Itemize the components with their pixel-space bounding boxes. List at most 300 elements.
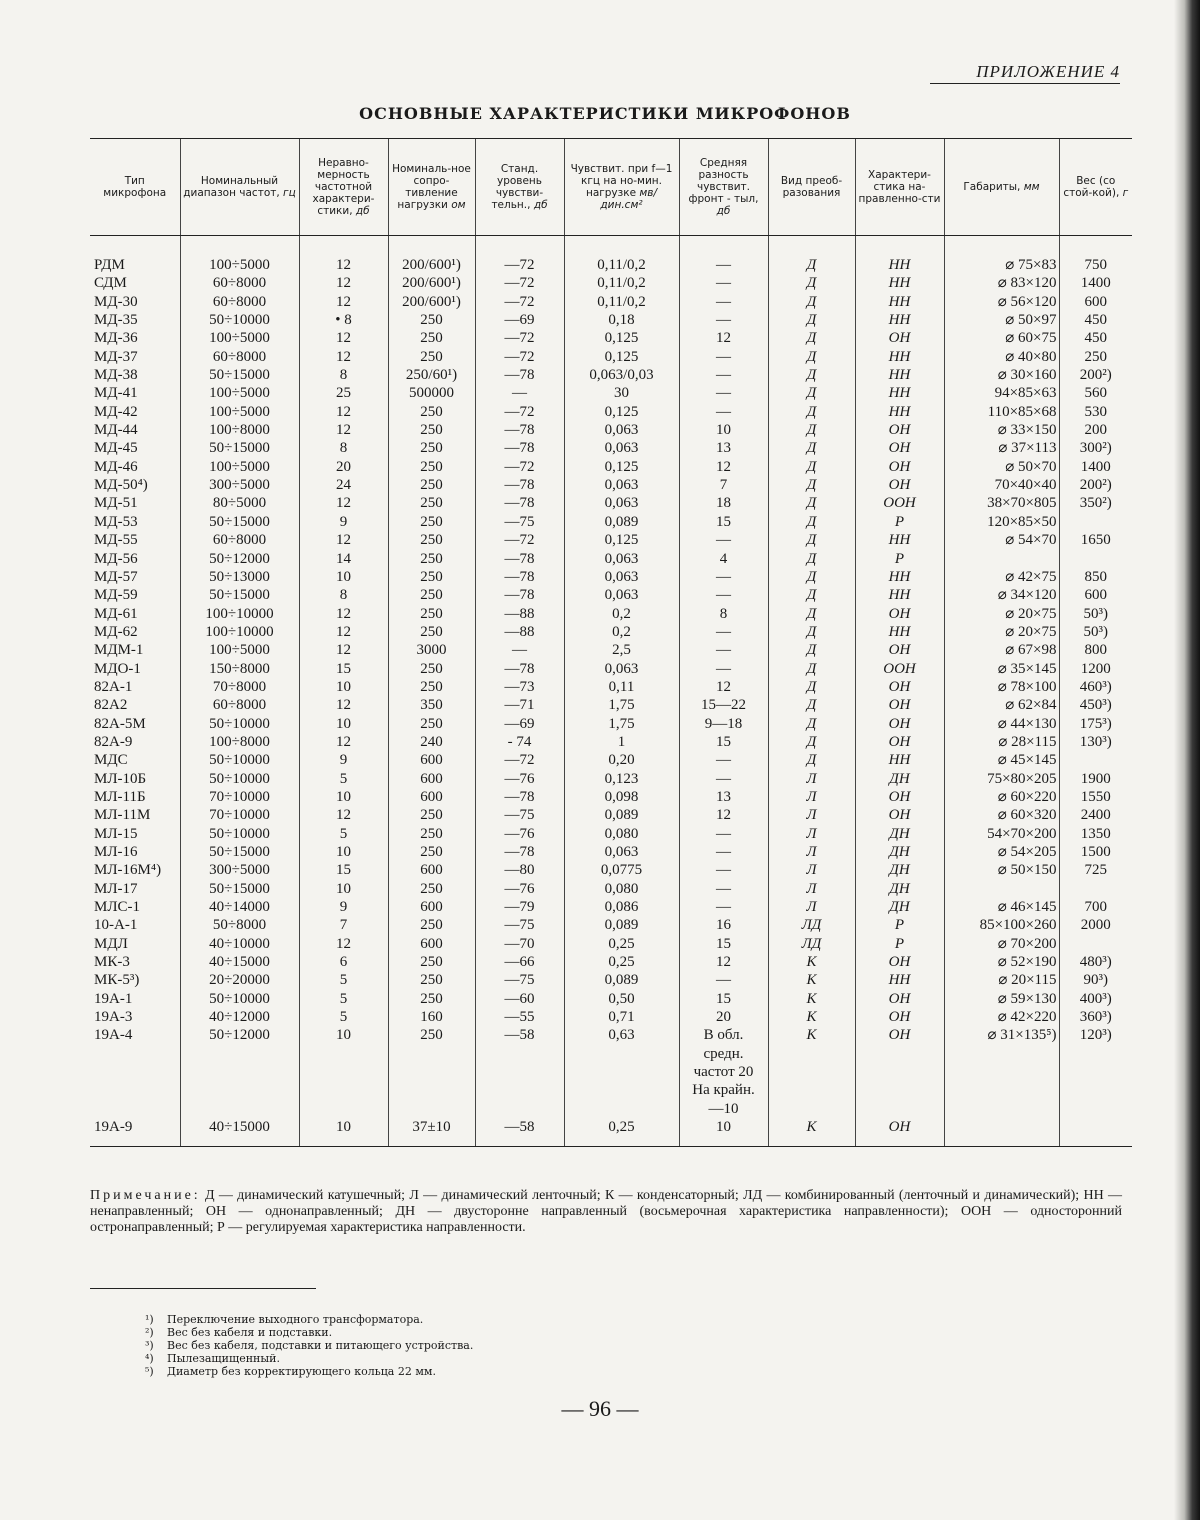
cell-difference: — — [679, 403, 768, 421]
cell-sensitivity: 0,20 — [564, 751, 679, 769]
header-type: Тип микрофона — [90, 139, 180, 236]
cell-type: МЛ-15 — [94, 825, 138, 842]
table-row — [90, 641, 1132, 659]
cell-resistance: 250 — [388, 806, 475, 824]
table-row — [90, 439, 1132, 457]
cell-dimensions: 75×80×205 — [944, 770, 1059, 788]
cell-direction: НН — [855, 403, 944, 421]
cell-unevenness: 8 — [299, 366, 388, 384]
cell-direction: ОН — [855, 421, 944, 439]
cell-unevenness: 10 — [299, 1026, 388, 1044]
cell-level: —72 — [475, 274, 564, 292]
cell-unevenness: 9 — [299, 898, 388, 916]
cell-direction: ОН — [855, 458, 944, 476]
cell-range: 80÷5000 — [180, 494, 299, 512]
cell-resistance: 250 — [388, 825, 475, 843]
cell-type: МД-56 — [94, 550, 138, 567]
cell-range: 100÷5000 — [180, 256, 299, 274]
cell-conversion: Д — [768, 311, 855, 329]
cell-direction: ДН — [855, 843, 944, 861]
cell-type: МД-36 — [94, 330, 138, 347]
cell-dimensions: ⌀ 50×150 — [944, 861, 1059, 879]
footnote-rule — [90, 1288, 316, 1289]
cell-weight: 1550 — [1059, 788, 1132, 806]
cell-dimensions: 94×85×63 — [944, 384, 1059, 402]
cell-weight — [1059, 1045, 1132, 1063]
cell-direction: ОН — [855, 641, 944, 659]
cell-sensitivity: 0,086 — [564, 898, 679, 916]
cell-dimensions: 85×100×260 — [944, 916, 1059, 934]
cell-resistance: 600 — [388, 861, 475, 879]
cell-level — [475, 1081, 564, 1099]
header-range: Номинальный диапазон частот, гц — [180, 139, 299, 236]
cell-range: 50÷12000 — [180, 550, 299, 568]
cell-weight: 250 — [1059, 348, 1132, 366]
cell-direction: НН — [855, 568, 944, 586]
cell-range: 50÷13000 — [180, 568, 299, 586]
table-row — [90, 861, 1132, 879]
cell-conversion: Д — [768, 696, 855, 714]
footnotes — [145, 1313, 845, 1378]
cell-direction: Р — [855, 935, 944, 953]
cell-unevenness: 10 — [299, 715, 388, 733]
cell-level: —78 — [475, 788, 564, 806]
cell-dimensions: ⌀ 37×113 — [944, 439, 1059, 457]
cell-direction: НН — [855, 348, 944, 366]
cell-type: МД-50⁴) — [94, 477, 148, 494]
cell-range: 100÷10000 — [180, 623, 299, 641]
table-row-continuation — [90, 1063, 1132, 1081]
cell-range: 70÷10000 — [180, 788, 299, 806]
cell-level: —78 — [475, 568, 564, 586]
cell-conversion: Л — [768, 880, 855, 898]
cell-type — [90, 1045, 180, 1063]
cell-sensitivity: 0,11/0,2 — [564, 293, 679, 311]
cell-conversion: Д — [768, 274, 855, 292]
cell-type: МД-53 — [94, 513, 138, 530]
cell-direction: ДН — [855, 861, 944, 879]
cell-difference: 12 — [679, 678, 768, 696]
cell-type: МД-45 — [94, 440, 138, 457]
cell-difference: 8 — [679, 605, 768, 623]
cell-weight: 600 — [1059, 586, 1132, 604]
cell-sensitivity: 0,089 — [564, 916, 679, 934]
table-row — [90, 531, 1132, 549]
footnote: ¹) Переключение выходного трансформатора. — [145, 1313, 424, 1326]
cell-level: —69 — [475, 715, 564, 733]
cell-sensitivity: 0,2 — [564, 623, 679, 641]
cell-conversion: Д — [768, 605, 855, 623]
footnote: ²) Вес без кабеля и подставки. — [145, 1326, 333, 1339]
cell-weight: 700 — [1059, 898, 1132, 916]
cell-unevenness: 15 — [299, 861, 388, 879]
cell-weight: 600 — [1059, 293, 1132, 311]
cell-weight: 725 — [1059, 861, 1132, 879]
cell-range: 50÷8000 — [180, 916, 299, 934]
cell-type: МД-62 — [94, 623, 138, 640]
header-sensitivity: Чувствит. при f—1 кгц на но-мин. нагрузке мв/дин.см² — [564, 139, 679, 236]
cell-weight: 800 — [1059, 641, 1132, 659]
cell-unevenness: 5 — [299, 971, 388, 989]
cell-resistance: 600 — [388, 788, 475, 806]
cell-sensitivity: 0,080 — [564, 825, 679, 843]
cell-sensitivity: 0,089 — [564, 513, 679, 531]
table-row — [90, 384, 1132, 402]
cell-level: —72 — [475, 751, 564, 769]
cell-type: МЛ-11М — [94, 807, 151, 824]
cell-level: —75 — [475, 916, 564, 934]
cell-sensitivity: 1 — [564, 733, 679, 751]
cell-resistance: 250 — [388, 513, 475, 531]
cell-dimensions: 110×85×68 — [944, 403, 1059, 421]
cell-dimensions: ⌀ 30×160 — [944, 366, 1059, 384]
cell-level: —78 — [475, 494, 564, 512]
cell-direction: ОН — [855, 329, 944, 347]
cell-weight — [1059, 880, 1132, 898]
cell-level: —69 — [475, 311, 564, 329]
cell-direction: ООН — [855, 494, 944, 512]
cell-resistance: 200/600¹) — [388, 274, 475, 292]
cell-difference: — — [679, 311, 768, 329]
cell-sensitivity: 0,11/0,2 — [564, 256, 679, 274]
cell-unevenness: 5 — [299, 1008, 388, 1026]
cell-conversion: Л — [768, 770, 855, 788]
note-label: Примечание: — [90, 1188, 201, 1203]
cell-level: - 74 — [475, 733, 564, 751]
cell-resistance: 250/60¹) — [388, 366, 475, 384]
cell-direction: НН — [855, 586, 944, 604]
table-header-row — [90, 139, 1132, 236]
cell-sensitivity: 0,063 — [564, 439, 679, 457]
table-row-continuation — [90, 1100, 1132, 1118]
cell-type: МК-3 — [94, 954, 130, 971]
cell-range: 70÷10000 — [180, 806, 299, 824]
cell-direction — [855, 1063, 944, 1081]
cell-resistance: 600 — [388, 898, 475, 916]
cell-direction: НН — [855, 293, 944, 311]
cell-resistance: 250 — [388, 990, 475, 1008]
cell-sensitivity: 0,11 — [564, 678, 679, 696]
cell-direction: ОН — [855, 715, 944, 733]
cell-level: —78 — [475, 476, 564, 494]
cell-weight — [1059, 935, 1132, 953]
cell-weight: 1350 — [1059, 825, 1132, 843]
cell-level: —72 — [475, 531, 564, 549]
cell-sensitivity: 0,11/0,2 — [564, 274, 679, 292]
cell-unevenness: 15 — [299, 660, 388, 678]
cell-unevenness: 12 — [299, 256, 388, 274]
cell-sensitivity: 0,098 — [564, 788, 679, 806]
table-row — [90, 770, 1132, 788]
cell-difference: — — [679, 568, 768, 586]
cell-unevenness: 8 — [299, 439, 388, 457]
cell-type: МЛ-16 — [94, 844, 138, 860]
cell-difference: На крайн. — [679, 1081, 768, 1099]
cell-difference: — — [679, 623, 768, 641]
cell-direction: НН — [855, 384, 944, 402]
cell-difference: — — [679, 843, 768, 861]
cell-difference: 4 — [679, 550, 768, 568]
cell-dimensions: ⌀ 50×97 — [944, 311, 1059, 329]
cell-resistance: 350 — [388, 696, 475, 714]
cell-weight: 2400 — [1059, 806, 1132, 824]
cell-type: МЛ-11Б — [94, 788, 146, 805]
cell-difference: — — [679, 293, 768, 311]
cell-level: —88 — [475, 623, 564, 641]
cell-conversion: Д — [768, 439, 855, 457]
cell-dimensions: ⌀ 42×75 — [944, 568, 1059, 586]
cell-range: 60÷8000 — [180, 293, 299, 311]
footnote: ⁵) Диаметр без корректирующего кольца 22 мм. — [145, 1365, 436, 1378]
cell-weight: 120³) — [1059, 1026, 1132, 1044]
table-row — [90, 476, 1132, 494]
cell-weight — [1059, 550, 1132, 568]
cell-sensitivity: 0,063 — [564, 494, 679, 512]
cell-conversion: Д — [768, 494, 855, 512]
cell-range: 50÷15000 — [180, 513, 299, 531]
cell-level: — — [475, 384, 564, 402]
cell-dimensions — [944, 1118, 1059, 1147]
cell-type — [90, 1100, 180, 1118]
note-text: Д — динамический катушечный; Л — динамический ленточный; К — конденсаторный; ЛД — комбинированный (ленточный и динамический); НН — ненаправленный; ОН — однонаправленный; ДН — двусторонне направленный (восьмерочная характеристика направленности); ООН — односторонний остронаправленный; Р — регулируемая характеристика направленности. — [90, 1188, 1122, 1235]
cell-range: 50÷15000 — [180, 439, 299, 457]
table-row — [90, 421, 1132, 439]
cell-sensitivity: 0,080 — [564, 880, 679, 898]
cell-sensitivity: 0,18 — [564, 311, 679, 329]
cell-difference: 12 — [679, 458, 768, 476]
cell-level: —72 — [475, 348, 564, 366]
cell-direction: ОН — [855, 439, 944, 457]
cell-resistance: 200/600¹) — [388, 256, 475, 274]
cell-type: 82А-1 — [94, 678, 133, 695]
table-row — [90, 568, 1132, 586]
cell-range: 40÷10000 — [180, 935, 299, 953]
cell-level: —79 — [475, 898, 564, 916]
table-row — [90, 733, 1132, 751]
cell-direction: ДН — [855, 825, 944, 843]
cell-range — [180, 1100, 299, 1118]
cell-weight: 460³) — [1059, 678, 1132, 696]
cell-conversion — [768, 1063, 855, 1081]
cell-difference: средн. — [679, 1045, 768, 1063]
header-dimensions: Габариты, мм — [944, 139, 1059, 236]
cell-sensitivity: 0,063 — [564, 843, 679, 861]
cell-conversion: К — [768, 1008, 855, 1026]
cell-difference: В обл. — [679, 1026, 768, 1044]
cell-resistance: 250 — [388, 421, 475, 439]
cell-dimensions: ⌀ 60×220 — [944, 788, 1059, 806]
cell-unevenness — [299, 1045, 388, 1063]
cell-difference: — — [679, 971, 768, 989]
cell-dimensions: ⌀ 60×75 — [944, 329, 1059, 347]
cell-direction: ДН — [855, 770, 944, 788]
cell-unevenness: 12 — [299, 935, 388, 953]
cell-dimensions: ⌀ 52×190 — [944, 953, 1059, 971]
header-direction: Характери-стика на-правленно-сти — [855, 139, 944, 236]
cell-weight: 450³) — [1059, 696, 1132, 714]
cell-sensitivity: 0,25 — [564, 935, 679, 953]
cell-range: 50÷15000 — [180, 843, 299, 861]
cell-weight: 200 — [1059, 421, 1132, 439]
cell-type: МД-51 — [94, 495, 138, 512]
table-row — [90, 458, 1132, 476]
cell-range: 70÷8000 — [180, 678, 299, 696]
cell-level: —60 — [475, 990, 564, 1008]
cell-difference: — — [679, 861, 768, 879]
cell-resistance: 250 — [388, 439, 475, 457]
cell-level: —76 — [475, 880, 564, 898]
cell-weight: 90³) — [1059, 971, 1132, 989]
cell-resistance: 600 — [388, 751, 475, 769]
cell-difference: — — [679, 880, 768, 898]
cell-sensitivity: 2,5 — [564, 641, 679, 659]
cell-direction: ОН — [855, 990, 944, 1008]
cell-weight: 450 — [1059, 329, 1132, 347]
cell-level: —78 — [475, 660, 564, 678]
cell-level: — — [475, 641, 564, 659]
cell-resistance: 600 — [388, 770, 475, 788]
cell-conversion: Л — [768, 825, 855, 843]
cell-level: —78 — [475, 550, 564, 568]
cell-dimensions: ⌀ 54×205 — [944, 843, 1059, 861]
cell-range: 100÷5000 — [180, 641, 299, 659]
table-row — [90, 513, 1132, 531]
table-row — [90, 274, 1132, 292]
cell-unevenness: 8 — [299, 586, 388, 604]
cell-sensitivity: 0,089 — [564, 806, 679, 824]
cell-resistance: 250 — [388, 550, 475, 568]
cell-type — [90, 1063, 180, 1081]
cell-direction: ОН — [855, 605, 944, 623]
cell-unevenness: 12 — [299, 806, 388, 824]
cell-direction: Р — [855, 916, 944, 934]
cell-unevenness — [299, 1100, 388, 1118]
cell-type: 82А-9 — [94, 733, 133, 750]
cell-conversion: Д — [768, 513, 855, 531]
cell-weight: 1200 — [1059, 660, 1132, 678]
cell-resistance: 250 — [388, 916, 475, 934]
cell-dimensions: ⌀ 62×84 — [944, 696, 1059, 714]
cell-unevenness: 5 — [299, 825, 388, 843]
cell-range: 50÷10000 — [180, 715, 299, 733]
cell-sensitivity — [564, 1063, 679, 1081]
cell-type: МДО-1 — [94, 660, 141, 677]
table-row — [90, 1118, 1132, 1147]
cell-direction: НН — [855, 623, 944, 641]
table-row — [90, 751, 1132, 769]
cell-dimensions: ⌀ 20×75 — [944, 605, 1059, 623]
cell-level: —66 — [475, 953, 564, 971]
table-row — [90, 586, 1132, 604]
cell-difference: 13 — [679, 788, 768, 806]
table-row — [90, 678, 1132, 696]
cell-weight: 850 — [1059, 568, 1132, 586]
table-row — [90, 605, 1132, 623]
cell-conversion: Д — [768, 751, 855, 769]
cell-weight: 50³) — [1059, 605, 1132, 623]
cell-sensitivity: 1,75 — [564, 715, 679, 733]
cell-sensitivity: 0,25 — [564, 953, 679, 971]
cell-conversion: Д — [768, 366, 855, 384]
cell-difference: — — [679, 366, 768, 384]
cell-conversion: Д — [768, 678, 855, 696]
cell-range: 300÷5000 — [180, 476, 299, 494]
cell-sensitivity: 0,50 — [564, 990, 679, 1008]
cell-direction: ОН — [855, 476, 944, 494]
cell-type: 82А2 — [94, 697, 128, 714]
table-row — [90, 1026, 1132, 1044]
cell-resistance: 250 — [388, 403, 475, 421]
cell-resistance: 250 — [388, 568, 475, 586]
cell-difference: — — [679, 531, 768, 549]
header-level: Станд. уровень чувстви-тельн., дб — [475, 139, 564, 236]
cell-conversion — [768, 1081, 855, 1099]
cell-type: МЛ-10Б — [94, 770, 147, 787]
cell-conversion: Д — [768, 348, 855, 366]
cell-conversion: Д — [768, 458, 855, 476]
cell-sensitivity: 0,2 — [564, 605, 679, 623]
cell-difference: — — [679, 641, 768, 659]
cell-type: МД-38 — [94, 367, 138, 384]
cell-conversion: Д — [768, 623, 855, 641]
cell-type: МК-5³) — [94, 972, 140, 989]
cell-range: 100÷8000 — [180, 733, 299, 751]
cell-resistance: 250 — [388, 329, 475, 347]
cell-dimensions: ⌀ 34×120 — [944, 586, 1059, 604]
cell-level: —72 — [475, 458, 564, 476]
header-weight: Вес (со стой-кой), г — [1059, 139, 1132, 236]
cell-level: —72 — [475, 256, 564, 274]
cell-resistance: 250 — [388, 494, 475, 512]
cell-conversion: Л — [768, 806, 855, 824]
cell-conversion: К — [768, 971, 855, 989]
cell-dimensions: ⌀ 54×70 — [944, 531, 1059, 549]
cell-weight: 1400 — [1059, 458, 1132, 476]
cell-resistance: 250 — [388, 971, 475, 989]
cell-direction: НН — [855, 311, 944, 329]
cell-direction: ОН — [855, 806, 944, 824]
cell-direction: НН — [855, 256, 944, 274]
cell-type: МЛ-16М⁴) — [94, 862, 162, 879]
cell-dimensions: ⌀ 33×150 — [944, 421, 1059, 439]
cell-dimensions: ⌀ 46×145 — [944, 898, 1059, 916]
cell-direction: НН — [855, 971, 944, 989]
note-paragraph — [90, 1188, 1122, 1236]
cell-range: 60÷8000 — [180, 274, 299, 292]
cell-direction: ООН — [855, 660, 944, 678]
cell-conversion: Д — [768, 476, 855, 494]
table-row — [90, 1008, 1132, 1026]
page-number: — 96 — — [561, 1396, 639, 1421]
cell-dimensions — [944, 1045, 1059, 1063]
cell-range: 40÷12000 — [180, 1008, 299, 1026]
cell-weight: 200²) — [1059, 476, 1132, 494]
cell-range: 40÷14000 — [180, 898, 299, 916]
cell-range: 100÷5000 — [180, 458, 299, 476]
cell-dimensions — [944, 1063, 1059, 1081]
cell-difference: 12 — [679, 329, 768, 347]
cell-dimensions: ⌀ 50×70 — [944, 458, 1059, 476]
cell-weight: 750 — [1059, 256, 1132, 274]
cell-unevenness: 12 — [299, 348, 388, 366]
cell-level: —88 — [475, 605, 564, 623]
cell-direction — [855, 1100, 944, 1118]
cell-dimensions: ⌀ 35×145 — [944, 660, 1059, 678]
cell-range: 50÷15000 — [180, 880, 299, 898]
cell-sensitivity: 0,63 — [564, 1026, 679, 1044]
cell-conversion: ЛД — [768, 935, 855, 953]
cell-range: 150÷8000 — [180, 660, 299, 678]
